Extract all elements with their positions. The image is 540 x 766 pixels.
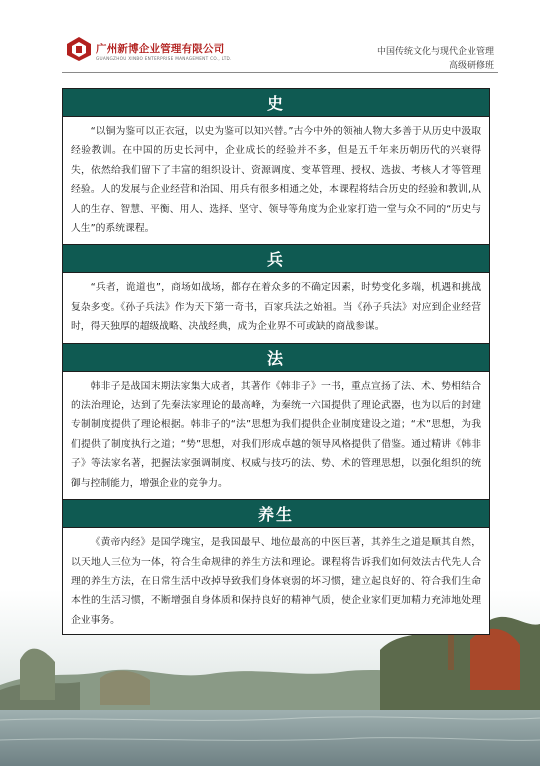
section-heading-military: 兵 [63,245,489,273]
company-name-en: GUANGZHOU XINBO ENTERPRISE MANAGEMENT CO., LTD. [96,56,232,61]
section-text-law: 韩非子是战国末期法家集大成者，其著作《韩非子》一书，重点宣扬了法、术、势相结合的法治理论，达到了先秦法家理论的最高峰，为秦统一六国提供了理论武器，也为以后的封建专制制度提供了理论根据。韩非子的“法”思想为我们提供企业制度建设之道；“术”思想，为我们提供了制度执行之道；“势”思想，对我们形成卓越的领导风格提供了借鉴。通过精讲《韩非子》等法家名著，把握法家强调制度、权威与技巧的法、势、术的管理思想，以强化组织的统御与控制能力，增强企业的竞争力。 [63,372,489,500]
page-header [0,0,540,80]
company-name-cn: 广州新博企业管理有限公司 [96,43,225,55]
program-title: 中国传统文化与现代企业管理 [376,47,494,57]
section-text-military: “兵者，诡道也”，商场如战场，都存在着众多的不确定因素，时势变化多端，机遇和挑战复杂多变。《孙子兵法》作为天下第一奇书，百家兵法之始祖。当《孙子兵法》对应到企业经营时，得天独厚的超级战略、决战经典，成为企业界不可或缺的商战参谋。 [63,273,489,343]
course-content-table [62,88,490,635]
section-heading-law: 法 [63,344,489,372]
section-text-health: 《黄帝内经》是国学瑰宝，是我国最早、地位最高的中医巨著，其养生之道是顺其自然，以天地人三位为一体，符合生命规律的养生方法和理论。课程将告诉我们如何效法古代先人合理的养生方法，在日常生活中改掉导致我们身体衰弱的坏习惯，建立起良好的、符合我们生命本性的生活习惯，不断增强自身体质和保持良好的精神气质，使企业家们更加精力充沛地处理企业事务。 [71,537,481,626]
section-text-history: “以铜为鉴可以正衣冠，以史为鉴可以知兴替。”古今中外的领袖人物大多善于从历史中汲取经验教训。在中国的历史长河中，企业成长的经验并不多，但是五千年来历朝历代的兴衰得失，依然给我们留下了丰富的组织设计、资源调度、变革管理、授权、选拔、考核人才等管理经验。人的发展与企业经营和治国、用兵有很多相通之处，本课程将结合历史的经验和教训,从人的生存、智慧、平衡、用人、选择、坚守、领导等角度为企业家打造一堂与众不同的“历史与人生”的系统课程。 [63,117,489,245]
program-subtitle: 高级研修班 [448,61,494,71]
company-logo-icon [66,36,92,62]
header-divider [62,72,498,73]
section-heading-health: 养生 [63,500,489,528]
section-heading-history: 史 [63,89,489,117]
